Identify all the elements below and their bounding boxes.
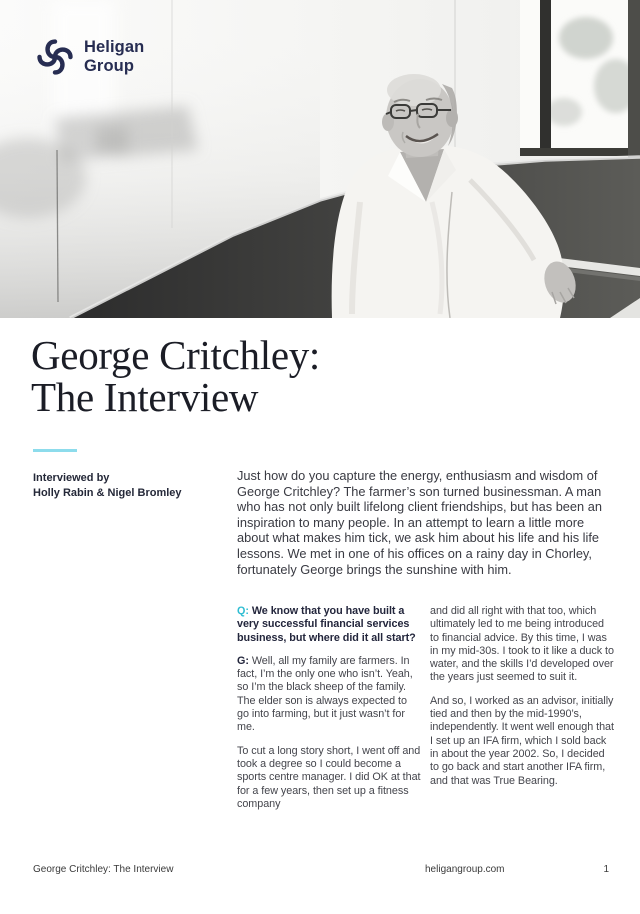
answer-paragraph bbox=[237, 655, 421, 735]
page-title-line2: The Interview bbox=[31, 374, 259, 420]
page-title-line1: George Critchley: bbox=[31, 332, 321, 378]
answer-paragraph: To cut a long story short, I went off and took a degree so I could become a sports centre manager. I did OK at that for a few years, then set up a fitness company bbox=[237, 744, 421, 810]
brand-logo bbox=[34, 36, 144, 78]
qa-column-right bbox=[430, 605, 614, 821]
question-paragraph bbox=[237, 605, 421, 645]
answer-text: Well, all my family are farmers. In fact, I’m the only one who isn’t. Yeah, so I’m the black sheep of the family. The elder son is always expected to go into farming, but it just wasn’t for me. bbox=[237, 654, 413, 734]
answer-paragraph: and did all right with that too, which ultimately led to me being introduced to financial advice. By this time, I was in my mid-30s. I took to it like a duck to water, and the skills I’d developed over the years just seemed to suit it. bbox=[430, 605, 614, 684]
page-footer bbox=[0, 864, 640, 878]
brand-name bbox=[84, 38, 144, 76]
answer-prefix: G: bbox=[237, 654, 249, 667]
byline bbox=[33, 471, 223, 501]
intro-paragraph: Just how do you capture the energy, enthusiasm and wisdom of George Critchley? The farmer’s son turned businessman. A man who has not only built lifelong client friendships, but has been an inspiration to many people. In an attempt to learn a little more about what makes him tick, we ask him about his life and his life lessons. We met in one of his offices on a rainy day in Chorley, fortunately George brings the sunshine with him. bbox=[237, 468, 602, 577]
footer-article-title: George Critchley: The Interview bbox=[33, 864, 174, 875]
brand-name-line2: Group bbox=[84, 57, 134, 75]
qa-column-left bbox=[237, 605, 421, 821]
answer-paragraph: And so, I worked as an advisor, initially tied and then by the mid-1990’s, independently. It went well enough that I set up an IFA firm, which I sold back in about the year 2002. So, I decided to go back and start another IFA firm, and that was True Bearing. bbox=[430, 694, 614, 787]
title-accent-rule bbox=[33, 449, 77, 452]
footer-page-number: 1 bbox=[603, 864, 609, 875]
page-title bbox=[31, 334, 320, 418]
brand-knot-icon bbox=[34, 36, 76, 78]
question-text: We know that you have built a very successful financial services business, but where did it all start? bbox=[237, 605, 416, 644]
question-prefix: Q: bbox=[237, 605, 249, 617]
brand-name-line1: Heligan bbox=[84, 38, 145, 56]
footer-website-link[interactable]: heligangroup.com bbox=[425, 864, 505, 875]
byline-label: Interviewed by bbox=[33, 472, 110, 484]
qa-section bbox=[237, 605, 614, 821]
byline-names: Holly Rabin & Nigel Bromley bbox=[33, 487, 182, 499]
hero-photo bbox=[0, 0, 640, 318]
